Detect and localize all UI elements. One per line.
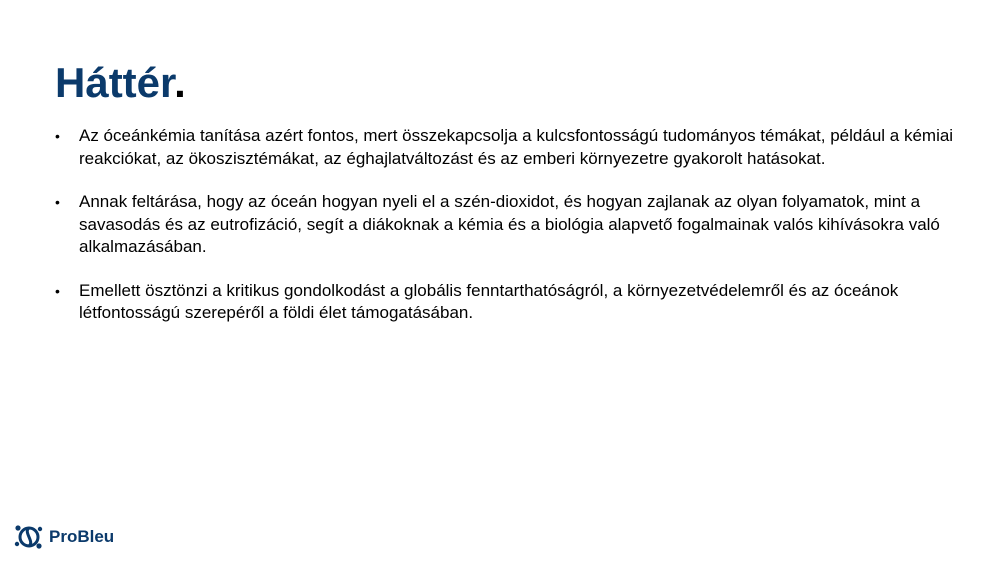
- slide-title: [55, 58, 186, 108]
- probleu-logo-icon: [14, 522, 44, 552]
- bullet-dot-icon: •: [55, 194, 60, 210]
- bullet-text: Emellett ösztönzi a kritikus gondolkodást a globális fenntarthatóságról, a környezetvédelemről és az óceánok létfontosságú szerepéről a földi élet támogatásában.: [79, 280, 899, 322]
- logo-text: ProBleu: [49, 527, 115, 546]
- bullet-item: [55, 191, 965, 259]
- title-text: Háttér: [55, 59, 175, 106]
- bullet-dot-icon: •: [55, 128, 60, 144]
- bullet-text: Annak feltárása, hogy az óceán hogyan nyeli el a szén-dioxidot, és hogyan zajlanak az olyan folyamatok, mint a savasodás és az eutrofizáció, segít a diákoknak a kémia és a biológia alapvető fogalmainak valós kihívásokra való alkalmazásában.: [79, 192, 940, 256]
- probleu-logo: [14, 522, 114, 552]
- bullet-list: [55, 125, 965, 346]
- bullet-dot-icon: •: [55, 282, 60, 299]
- title-period: .: [174, 59, 186, 106]
- bullet-item: [55, 125, 965, 170]
- bullet-item: [55, 280, 965, 325]
- bullet-text: Az óceánkémia tanítása azért fontos, mert összekapcsolja a kulcsfontosságú tudományos témákat, például a kémiai reakciókat, az ökoszisztémákat, az éghajlatváltozást és az emberi környezetre gyakorolt hatásokat.: [79, 126, 954, 168]
